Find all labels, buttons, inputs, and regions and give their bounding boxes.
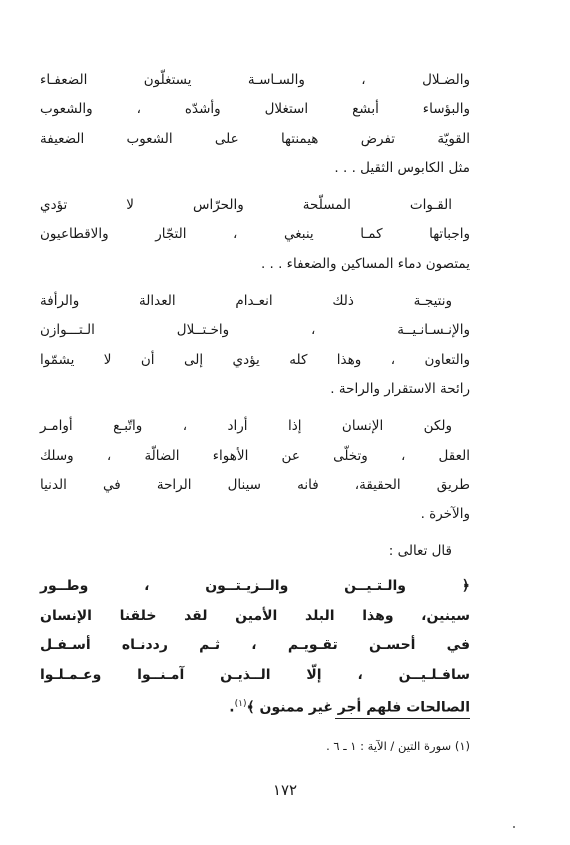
footnote-divider (335, 718, 470, 719)
text-line: ونتيجـة ذلك انعـدام العدالة والرأفة (40, 293, 452, 310)
text-line: والضـلال ، والسـاسـة يستغلّون الضعفـاء (40, 72, 470, 88)
body-text (40, 66, 470, 732)
paragraph-4 (40, 412, 470, 529)
paragraph-3 (40, 287, 470, 404)
verse-line: سينين، وهذا البلد الأمين لقد خلقنا الإنسان (40, 607, 470, 624)
quote-intro: قال تعالى : (388, 543, 452, 560)
scan-speck (513, 826, 515, 828)
text-line: والبؤساء أبشع استغلال وأشدّه ، والشعوب (40, 101, 470, 118)
paragraph-2 (40, 191, 470, 279)
text-line: واجباتها كمـا ينبغي ، التجّار والاقطاعيون (40, 226, 470, 243)
text-line: والآخرة . (420, 506, 470, 523)
verse-line: سافـلـيــن ، إلّا الــذيـن آمـنــوا وعـمـلـوا (40, 666, 470, 683)
text-line: والتعاون ، وهذا كله يؤدي إلى أن لا يشمّوا (40, 351, 470, 368)
text-line: مثل الكابوس الثقيل . . . (334, 159, 470, 176)
text-line: رائحة الاستقرار والراحة . (330, 380, 470, 397)
text-line: القـوات المسلّحة والحرّاس لا تؤدي (40, 197, 452, 214)
text-line: يمتصون دماء المساكين والضعفاء . . . (260, 255, 470, 272)
footnote-reference: (١) (234, 699, 247, 710)
verse-line: في أحسـن تقـويـم ، ثـم رددنـاه أسـفـل (40, 637, 470, 654)
text-line: والإنـسـانـيــة ، واخـتــلال الـتـــوازن (40, 322, 470, 339)
text-line: القويّة تفرض هيمنتها على الشعوب الضعيفة (40, 130, 470, 147)
text-line: ولكن الإنسان إذا أراد ، واتّبـع أوامـر (40, 418, 452, 435)
footnote: (١) سورة التين / الآية : ١ ـ ٦ . (326, 739, 470, 753)
verse-line: ﴿ والـتـيــن والــزيـتــون ، وطــور (40, 578, 470, 595)
quran-verse (40, 572, 470, 723)
text-line: العقل ، وتخلّى عن الأهواء الضالّة ، وسلك (40, 447, 470, 464)
page-number: ١٧٢ (272, 781, 298, 799)
verse-line-text: الصالحات فلهم أجر غير ممنون ﴾ (246, 700, 470, 717)
paragraph-1 (40, 66, 470, 183)
verse-line: الصالحات فلهم أجر غير ممنون ﴾$^{(١)}$. (229, 699, 470, 717)
text-line: طريق الحقيقة، فانه سينال الراحة في الدنيا (40, 476, 470, 493)
